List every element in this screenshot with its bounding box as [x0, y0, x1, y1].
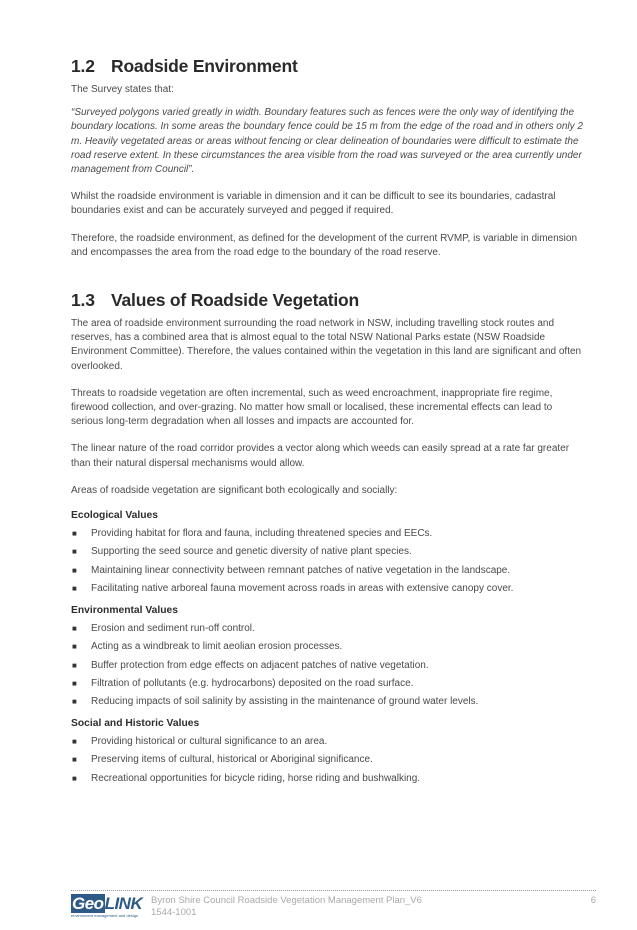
page-number: 6	[590, 895, 596, 906]
geolink-logo: GeoLINK environment management and design	[71, 894, 143, 918]
bullet-icon: ■	[72, 773, 77, 783]
environmental-values-list	[71, 620, 583, 712]
social-historic-values-list	[71, 733, 583, 788]
paragraph: Threats to roadside vegetation are often incremental, such as weed encroachment, inappropriate fire regime, firewood collection, and over-grazing. No matter how small or localised, these incremental effects can lead to serious long-term degradation when all losses and impacts are accounted for.	[71, 387, 553, 428]
list-item: ■ Reducing impacts of soil salinity by assisting in the maintenance of ground water levels.	[71, 693, 583, 711]
bullet-icon: ■	[72, 736, 77, 746]
section-number: 1.2	[71, 56, 95, 76]
document-number: 1544-1001	[151, 907, 197, 918]
ecological-values-list	[71, 525, 583, 599]
subheading-ecological-values: Ecological Values	[71, 510, 158, 522]
document-title: Byron Shire Council Roadside Vegetation Management Plan_V6	[151, 895, 422, 906]
bullet-icon: ■	[72, 565, 77, 575]
bullet-icon: ■	[72, 678, 77, 688]
document-page	[71, 56, 583, 788]
paragraph: The Survey states that:	[71, 84, 174, 95]
bullet-icon: ■	[72, 623, 77, 633]
list-item: ■ Filtration of pollutants (e.g. hydrocarbons) deposited on the road surface.	[71, 675, 583, 693]
list-item: ■ Providing historical or cultural significance to an area.	[71, 733, 583, 751]
list-item: ■ Providing habitat for flora and fauna, including threatened species and EECs.	[71, 525, 583, 543]
list-item: ■ Erosion and sediment run-off control.	[71, 620, 583, 638]
paragraph: Therefore, the roadside environment, as defined for the development of the current RVMP, is variable in dimension and encompasses the area from the road edge to the boundary of the road reserve.	[71, 232, 578, 258]
footer-document-info	[151, 895, 422, 919]
bullet-icon: ■	[72, 697, 77, 707]
footer-divider	[71, 890, 596, 891]
section-title: Roadside Environment	[111, 56, 298, 76]
paragraph: Whilst the roadside environment is variable in dimension and it can be difficult to see its boundaries, cadastral boundaries exist and can be accurately surveyed and pegged if required.	[71, 191, 556, 217]
page-footer	[71, 890, 596, 930]
paragraph: The linear nature of the road corridor provides a vector along which weeds can easily spread at a rate far greater than their natural dispersal mechanisms would allow.	[71, 443, 570, 469]
list-item: ■ Recreational opportunities for bicycle riding, horse riding and bushwalking.	[71, 770, 583, 788]
list-item: ■ Facilitating native arboreal fauna movement across roads in areas with extensive canopy cover.	[71, 580, 583, 598]
subheading-social-historic-values: Social and Historic Values	[71, 717, 200, 729]
list-item: ■ Buffer protection from edge effects on adjacent patches of native vegetation.	[71, 657, 583, 675]
bullet-icon: ■	[72, 584, 77, 594]
list-item: ■ Preserving items of cultural, historical or Aboriginal significance.	[71, 751, 583, 769]
bullet-icon: ■	[72, 529, 77, 539]
bullet-icon: ■	[72, 547, 77, 557]
paragraph: Areas of roadside vegetation are significant both ecologically and socially:	[71, 484, 398, 496]
survey-quote: “Surveyed polygons varied greatly in width. Boundary features such as fences were the only way of identifying the boundary locations. In some areas the boundary fence could be 15 m from the edge of the road and in others only 2 m. Heavily vegetated areas or areas without fencing or clear delineation of boundaries were difficult to estimate the road reserve extent. In these circumstances the area visible from the road was surveyed or the area currently under management from Council”.	[71, 107, 583, 176]
section-heading-1-3	[71, 290, 583, 311]
list-item: ■ Acting as a windbreak to limit aeolian erosion processes.	[71, 638, 583, 656]
bullet-icon: ■	[72, 642, 77, 652]
bullet-icon: ■	[72, 755, 77, 765]
bullet-icon: ■	[72, 660, 77, 670]
paragraph: The area of roadside environment surrounding the road network in NSW, including travelling stock routes and reserves, has a combined area that is almost equal to the total NSW National Parks estate (NSW Roadside Environment Committee). Therefore, the values contained within the vegetation in this land are significant and often overlooked.	[71, 318, 582, 372]
list-item: ■ Supporting the seed source and genetic diversity of native plant species.	[71, 543, 583, 561]
section-title: Values of Roadside Vegetation	[111, 290, 360, 311]
section-number: 1.3	[71, 290, 95, 311]
subheading-environmental-values: Environmental Values	[71, 604, 179, 616]
list-item: ■ Maintaining linear connectivity between remnant patches of native vegetation in the landscape.	[71, 562, 583, 580]
section-heading-1-2	[71, 56, 583, 77]
